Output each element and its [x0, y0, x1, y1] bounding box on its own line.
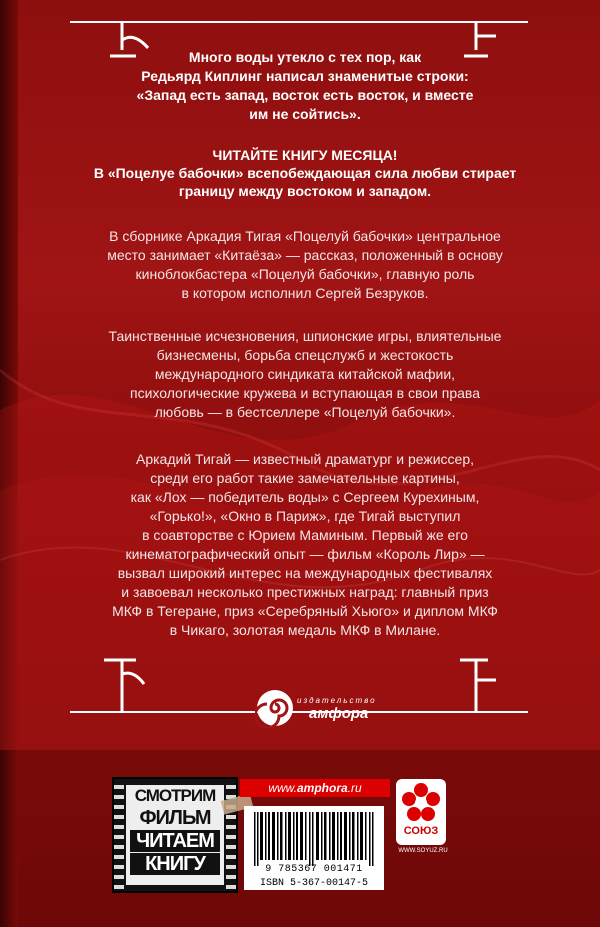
paragraph-line: место занимает «Китаёза» — рассказ, положенный в основу: [107, 247, 503, 263]
publisher-logo: [255, 688, 395, 728]
publisher-name: амфора: [309, 705, 369, 722]
publisher-url[interactable]: www.amphora.ru: [240, 779, 390, 797]
film-logo-word: СМОТРИМ: [134, 786, 216, 805]
paragraph-line: психологические кружева и вступающая в свои права: [129, 385, 480, 401]
isbn-number: ISBN 5-367-00147-5: [259, 878, 369, 889]
paragraph-line: в соавторстве с Юрием Маминым. Первый же его: [142, 527, 468, 543]
film-logo-word: ФИЛЬМ: [139, 807, 211, 829]
url-domain: amphora: [296, 781, 348, 795]
paragraph-line: В сборнике Аркадия Тигая «Поцелуй бабочки» центральное: [109, 228, 501, 244]
paragraph-line: в котором исполнил Сергей Безруков.: [181, 285, 429, 301]
intro-line: Много воды утекло с тех пор, как: [188, 49, 422, 65]
soyuz-url[interactable]: WWW.SOYUZ.RU: [398, 848, 448, 854]
paragraph-line: кинематографический опыт — фильм «Король Лир» —: [125, 546, 485, 562]
paragraph-line: любовь — в бестселлере «Поцелуй бабочки».: [154, 404, 456, 420]
soyuz-logo: [396, 779, 446, 845]
film-strip-right: [226, 779, 236, 891]
month-heading: ЧИТАЙТЕ КНИГУ МЕСЯЦА!: [212, 147, 398, 163]
ean-number: 9 785367 001471: [265, 864, 363, 875]
paragraph-line: «Горько!», «Окно в Париж», где Тигай выступил: [149, 508, 461, 524]
paragraph-line: международного синдиката китайской мафии,: [154, 366, 456, 382]
paragraph-line: бизнесмены, борьба спецслужб и жестокость: [156, 347, 454, 363]
barcode: [244, 806, 384, 890]
paragraph-line: среди его работ такие замечательные картины,: [150, 470, 460, 486]
month-line: границу между востоком и западом.: [178, 183, 432, 199]
intro-line: им не сойтись».: [249, 106, 361, 122]
publisher-small-label: издательство: [297, 696, 377, 705]
paragraph-line: киноблокбастера «Поцелуй бабочки», главную роль: [135, 266, 475, 282]
barcode-bars: [252, 812, 376, 866]
paragraph-line: МКФ в Тегеране, приз «Серебряный Хьюго» и диплом МКФ: [112, 603, 498, 619]
paragraph-line: в Чикаго, золотая медаль МКФ в Милане.: [169, 622, 441, 638]
film-book-logo: [112, 777, 238, 893]
spiral-icon: [255, 688, 295, 728]
paragraph-line: Таинственные исчезновения, шпионские игры, влиятельные: [108, 328, 502, 344]
paragraph-line: Аркадий Тигай — известный драматург и режиссер,: [135, 451, 475, 467]
paragraph-line: вызвал широкий интерес на международных фестивалях: [117, 565, 493, 581]
intro-quote: [70, 48, 540, 124]
film-logo-word: КНИГУ: [130, 853, 220, 875]
intro-line: Редьярд Киплинг написал знаменитые строки:: [141, 68, 469, 84]
film-logo-text: [126, 785, 224, 885]
soyuz-label: СОЮЗ: [403, 825, 439, 837]
flower-icon: [400, 782, 442, 824]
paragraph-author: [70, 450, 540, 640]
paragraph-line: как «Лох — победитель воды» с Сергеем Курехиным,: [130, 489, 480, 505]
paragraph-collection: [70, 227, 540, 303]
paragraph-line: и завоевал несколько престижных наград: главный приз: [121, 584, 489, 600]
paragraph-plot: [70, 327, 540, 422]
month-line: В «Поцелуе бабочки» всепобеждающая сила любви стирает: [93, 165, 517, 181]
book-of-month-block: [70, 146, 540, 200]
film-logo-word: ЧИТАЕМ: [130, 830, 220, 852]
intro-line: «Запад есть запад, восток есть восток, и вместе: [136, 87, 474, 103]
film-strip-left: [114, 779, 124, 891]
